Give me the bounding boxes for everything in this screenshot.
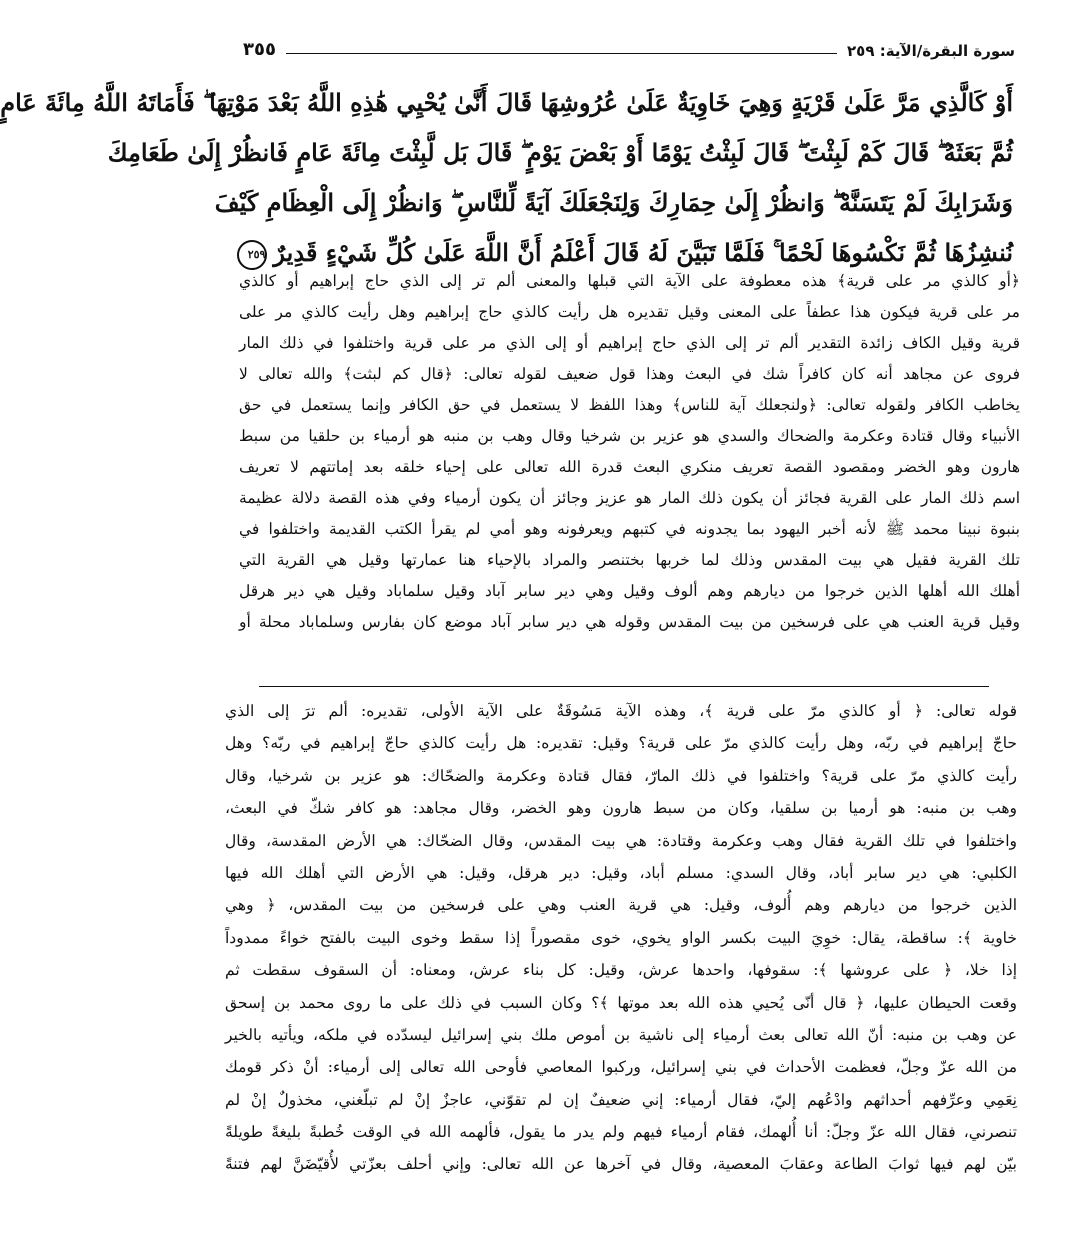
- verse-line: ثُمَّ بَعَثَهُ ۖ قَالَ كَمْ لَبِثْتَ ۖ قَالَ لَبِثْتُ يَوْمًا أَوْ بَعْضَ يَوْمٍ ۖ قَالَ بَل لَّبِثْتَ مِائَةَ عَامٍ فَانظُرْ إِلَىٰ طَعَامِكَ: [107, 138, 1013, 167]
- commentary-line: تلك القرية فقيل هي بيت المقدس وذلك لما خربها بختنصر والمراد بالإحياء هنا عمارتها وقيل هي القرية التي: [239, 551, 1020, 569]
- footnote-line: نِعَمِي وعرِّفهم أحداثهم وادْعُهم إليّ، فقال أرمياء: إني ضعيفٌ إن لم تقوّني، عاجزٌ إنْ لم تبلّغني، مخذولٌ إنْ لم: [225, 1090, 1017, 1109]
- footnote-line: رأيت كالذي مرّ على قرية؟ واختلفوا في ذلك المارّ، فقال قتادة وعكرمة والضحّاك: هو عزير بن شرخيا، وقال: [225, 766, 1017, 785]
- verse-line-text: نُنشِزُهَا ثُمَّ نَكْسُوهَا لَحْمًا ۚ فَلَمَّا تَبَيَّنَ لَهُ قَالَ أَعْلَمُ أَنَّ اللَّهَ عَلَىٰ كُلِّ شَيْءٍ قَدِيرٌ: [273, 238, 1013, 267]
- header-rule: [286, 53, 837, 54]
- footnote-line: وهب بن منبه: هو أرميا بن سلقيا، وكان من سبط هارون وهو الخضر، وقال مجاهد: هو كافر شكّ في البعث،: [225, 799, 1017, 818]
- commentary-line: اسم ذلك المار على القرية فجائز أن يكون ذلك المار هو عزيز وجائز أن يكون أرمياء وفي هذه القصة دلالة عظيمة: [239, 489, 1020, 507]
- commentary-block: [239, 266, 1020, 638]
- commentary-line: ﴿أو كالذي مر على قرية﴾ هذه معطوفة على الآية التي قبلها والمعنى ألم تر إلى الذي حاج إبراهيم أو كالذي: [239, 272, 1020, 290]
- footnote-line: تنصرني، فقال الله عزّ وجلّ: أنا أُلهمك، فقام أرمياء فيهم ولم يدر ما يقول، فألهمه الله في الوقت خُطبةً بليغةً طويلةً: [225, 1123, 1017, 1142]
- footnote-line: الكلبي: هي دير سابر أباد، وقال السدي: مسلم أباد، وقيل: دير هرقل، وقيل: هي الأرض التي أهلك الله فيها: [225, 863, 1018, 882]
- footnote-line: إذا خلا، ﴿ على عروشها ﴾: سقوفها، واحدها عرش، وقيل: كل بناء عرش، ومعناه: أن السقوف سقطت ثم: [225, 961, 1017, 980]
- sura-ayah-label: سورة البقرة/الآية: ٢٥٩: [847, 42, 1015, 60]
- verse-line: وَشَرَابِكَ لَمْ يَتَسَنَّهْ ۖ وَانظُرْ إِلَىٰ حِمَارِكَ وَلِنَجْعَلَكَ آيَةً لِّلنَّاسِ ۖ وَانظُرْ إِلَى الْعِظَامِ كَيْفَ: [214, 188, 1013, 217]
- commentary-line: أهلك الله أهلها الذين خرجوا من ديارهم وهم ألوف وقيل وهي دير سابر آباد وقيل سلماباد وقيل هي دير هرقل: [239, 582, 1020, 600]
- commentary-line: فروى عن مجاهد أنه كان كافراً شك في البعث وهذا قول ضعيف لقوله تعالى: ﴿قال كم لبثت﴾ والله تعالى لا: [239, 365, 1020, 383]
- footnote-line: قوله تعالى: ﴿ أو كالذي مرّ على قرية ﴾، وهذه الآية مَسُوقَةٌ على الآية الأولى، تقديره: ألم ترَ إلى الذي: [225, 702, 1017, 720]
- commentary-line: هارون وهو الخضر ومقصود القصة تعريف منكري البعث قدرة الله تعالى على إحياء خلقه بعد إماتتهم لا تعريف: [239, 458, 1020, 476]
- footnote-line: الذين خرجوا من ديارهم وهم أُلوف، وقيل: هي قرية العنب وهي على فرسخين من بيت المقدس، ﴿ وهي: [225, 896, 1017, 915]
- page-header: [243, 30, 1015, 60]
- page-number: ٣٥٥: [243, 39, 276, 60]
- footnote-line: عن وهب بن منبه: أنّ الله تعالى بعث أرمياء إلى ناشية بن أموص ملك بني إسرائيل ليسدّده في ملكه، ويأتيه بالخير: [225, 1025, 1017, 1044]
- verse-line: أَوْ كَالَّذِي مَرَّ عَلَىٰ قَرْيَةٍ وَهِيَ خَاوِيَةٌ عَلَىٰ عُرُوشِهَا قَالَ أَنَّىٰ يُحْيِي هَٰذِهِ اللَّهُ بَعْدَ مَوْتِهَا ۖ فَأَمَاتَهُ اللَّهُ مِائَةَ عَامٍ: [0, 88, 1013, 117]
- quran-verse-block: [0, 78, 1013, 278]
- footnote-line: بيّن لهم فيها ثوابَ الطاعة وعقابَ المعصية، وقال في آخرها عن الله تعالى: وإني أحلف بعزّتي لأُقيّضَنَّ لهم فتنةً: [225, 1155, 1017, 1174]
- commentary-line: قرية وقيل الكاف زائدة التقدير ألم تر إلى الذي حاج إبراهيم أو إلى الذي مر على قرية واختلفوا في ذلك المار: [239, 334, 1020, 352]
- footnote-line: واختلفوا في تلك القرية فقال وهب وعكرمة وقتادة: هي بيت المقدس، وقال الضحّاك: هي الأرض المقدسة، وقال: [225, 831, 1017, 850]
- commentary-line: وقيل قرية العنب هي على فرسخين من بيت المقدس وقوله هي دير سابر آباد موضع كان بفارس وسلماباد محلة أو: [239, 613, 1020, 631]
- commentary-line: يخاطب الكافر ولقوله تعالى: ﴿ولنجعلك آية للناس﴾ وهذا اللفظ لا يستعمل في حق الكافر وإنما يستعمل في حق: [239, 396, 1020, 414]
- footnote-line: وقعت الحيطان عليها، ﴿ قال أنّى يُحيي هذه الله بعد موتها ﴾؟ وكان السبب في ذلك على ما روى محمد بن إسحق: [225, 993, 1017, 1012]
- commentary-line: الأنبياء وقال قتادة وعكرمة والضحاك والسدي هو عزير بن شرخيا وقال وهب بن منبه هو أرمياء بن حلقيا من سبط: [239, 427, 1020, 445]
- footnote-divider: [259, 686, 989, 687]
- footnote-block: [225, 695, 1017, 1181]
- commentary-line: بنبوة نبينا محمد ﷺ لأنه أخبر اليهود بما يجدونه في كتبهم ويعرفونه وهو أمي لم يقرأ الكتب القديمة واختلفوا في: [239, 520, 1021, 538]
- footnote-line: خاوية ﴾: ساقطة، يقال: خوِيَ البيت بكسر الواو يخوي، خوى مقصوراً إذا سقط وخوى البيت بالفتح خواءً ممدوداً: [225, 928, 1017, 947]
- footnote-line: حاجّ إبراهيم في ربّه، وهل رأيت كالذي مرّ على قرية؟ وقيل: تقديره: هل رأيت كالذي حاجّ إبراهيم في ربّه؟ وهل: [225, 734, 1017, 753]
- commentary-line: مر على قرية فيكون هذا عطفاً على المعنى وقيل تقديره هل رأيت كالذي حاج إبراهيم وهل رأيت كالذي مر على: [239, 303, 1020, 321]
- footnote-line: من الله عزّ وجلّ، فعظمت الأحداث في بني إسرائيل، وركبوا المعاصي فأوحى الله تعالى إلى أرمياء: أنْ ذكر قومك: [225, 1058, 1017, 1077]
- ayah-number-marker: ٢٥٩: [237, 240, 267, 270]
